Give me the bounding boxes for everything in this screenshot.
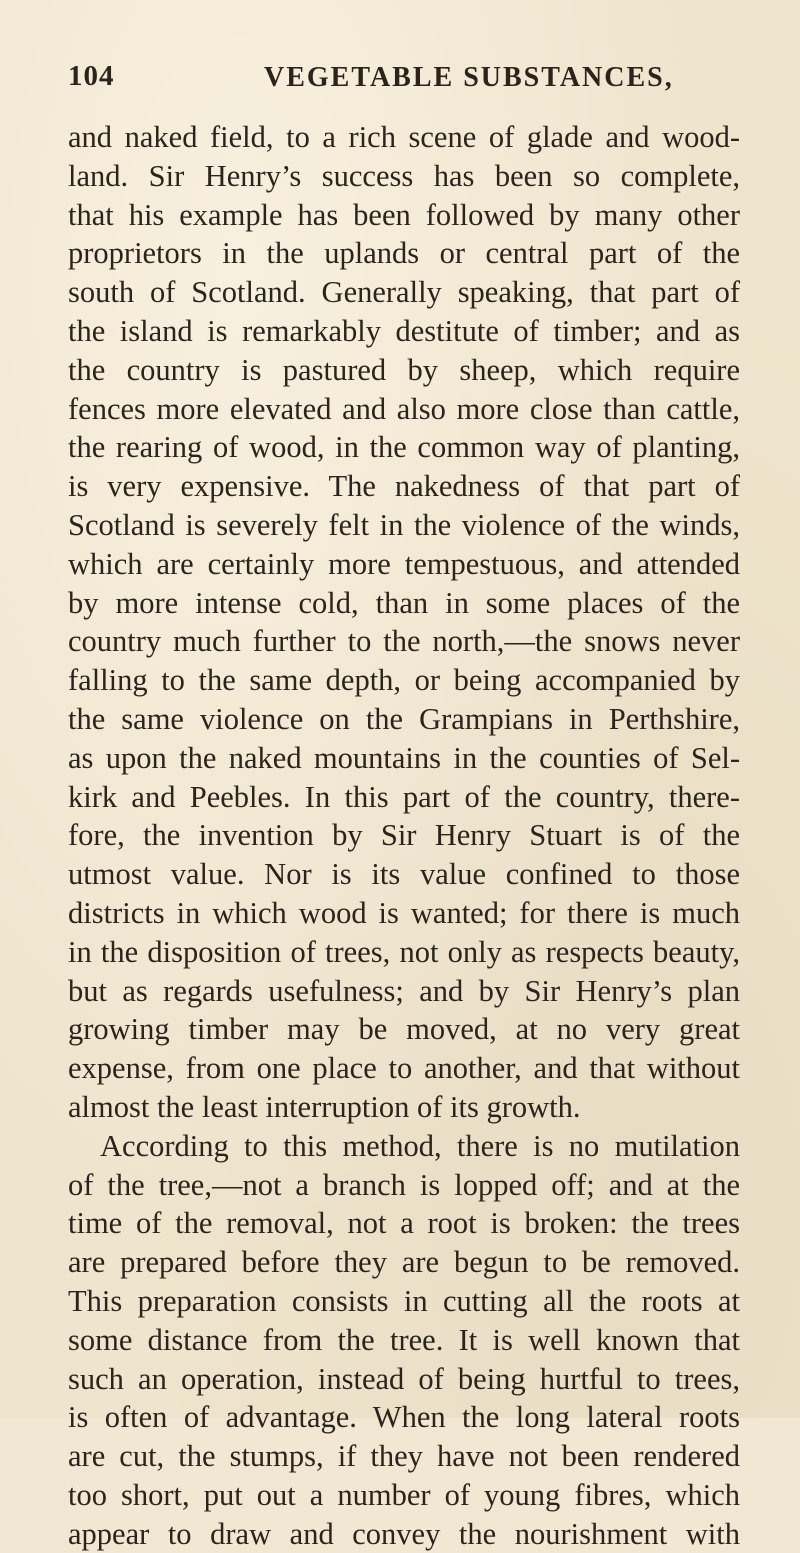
text-line: the rearing of wood, in the common way of planting, (68, 430, 740, 465)
text-line: This preparation consists in cutting all the roots at (68, 1283, 740, 1318)
text-line: in the disposition of trees, not only as respects beauty, (68, 934, 740, 969)
text-line: utmost value. Nor is its value confined to those (68, 857, 740, 892)
text-line: some distance from the tree. It is well known that (68, 1322, 740, 1357)
text-line: as upon the naked mountains in the counties of Sel- (68, 740, 740, 775)
body-text (68, 118, 740, 1553)
text-line: According to this method, there is no mutilation (100, 1128, 740, 1163)
text-line: falling to the same depth, or being accompanied by (68, 663, 740, 698)
text-line: fences more elevated and also more close than cattle, (68, 391, 740, 426)
text-line: which are certainly more tempestuous, and attended (68, 546, 740, 581)
text-line: proprietors in the uplands or central part of the (68, 236, 740, 271)
text-line: and naked field, to a rich scene of glade and wood- (68, 120, 740, 154)
text-line: expense, from one place to another, and that without (68, 1051, 740, 1086)
text-line: districts in which wood is wanted; for there is much (68, 895, 740, 930)
text-line: are prepared before they are begun to be removed. (68, 1245, 740, 1280)
text-line: by more intense cold, than in some places of the (68, 585, 740, 620)
running-head: VEGETABLE SUBSTANCES, (264, 62, 674, 93)
text-line: of the tree,—not a branch is lopped off; and at the (68, 1167, 740, 1202)
text-line: country much further to the north,—the snows never (68, 624, 740, 659)
text-line: the country is pastured by sheep, which require (68, 352, 740, 387)
text-line: almost the least interruption of its growth. (68, 1089, 581, 1124)
text-line: kirk and Peebles. In this part of the country, there- (68, 779, 740, 814)
text-line: are cut, the stumps, if they have not been rendered (68, 1439, 740, 1474)
text-line: fore, the invention by Sir Henry Stuart is of the (68, 818, 740, 853)
text-line: the same violence on the Grampians in Perthshire, (68, 701, 740, 736)
text-line: land. Sir Henry’s success has been so complete, (68, 158, 740, 193)
text-line: the island is remarkably destitute of timber; and as (68, 313, 740, 348)
text-line: too short, put out a number of young fibres, which (68, 1477, 740, 1512)
text-line: appear to draw and convey the nourishment with (68, 1516, 740, 1551)
text-line: such an operation, instead of being hurtful to trees, (68, 1361, 740, 1396)
text-line: but as regards usefulness; and by Sir Henry’s plan (68, 973, 740, 1008)
text-line: south of Scotland. Generally speaking, that part of (68, 275, 740, 310)
page-number: 104 (68, 60, 115, 92)
text-line: that his example has been followed by many other (68, 197, 740, 232)
text-line: is very expensive. The nakedness of that part of (68, 469, 740, 504)
page-header (54, 60, 746, 104)
text-line: time of the removal, not a root is broken: the trees (68, 1206, 740, 1241)
text-line: is often of advantage. When the long lateral roots (68, 1400, 740, 1435)
text-line: Scotland is severely felt in the violence of the winds, (68, 507, 740, 542)
text-line: growing timber may be moved, at no very great (68, 1012, 740, 1047)
